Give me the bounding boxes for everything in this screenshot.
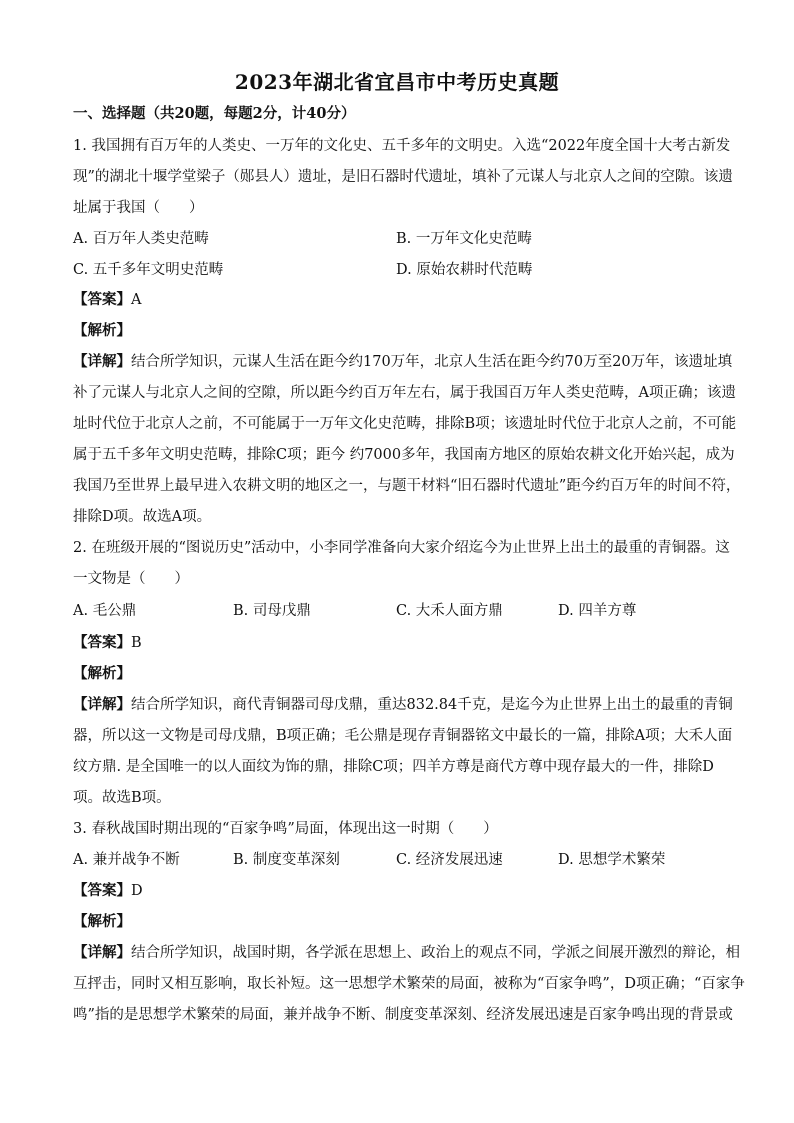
q1-answer bbox=[73, 290, 723, 310]
q2-option-c: C. 大禾人面方鼎 bbox=[396, 603, 503, 619]
q1-analysis-tag: 【解析】 bbox=[73, 322, 131, 339]
q1-option-a: A. 百万年人类史范畴 bbox=[73, 231, 209, 247]
q3-option-a: A. 兼并战争不断 bbox=[73, 852, 180, 868]
q2-answer bbox=[73, 633, 723, 653]
q3-option-d: D. 思想学术繁荣 bbox=[558, 852, 666, 868]
q2-stem-line: 一文物是（ ） bbox=[73, 571, 189, 587]
detail-tag: 【详解】 bbox=[73, 696, 131, 713]
q3-detail-line: 鸣”指的是思想学术繁荣的局面，兼并战争不断、制度变革深刻、经济发展迅速是百家争鸣出现的背景或 bbox=[73, 1007, 733, 1023]
q3-detail-line: 互抨击，同时又相互影响，取长补短。这一思想学术繁荣的局面，被称为“百家争鸣”，D项正确；“百家争 bbox=[73, 976, 745, 992]
q1-option-b: B. 一万年文化史范畴 bbox=[396, 231, 532, 247]
q1-option-c: C. 五千多年文明史范畴 bbox=[73, 262, 224, 278]
q2-detail-line: 【详解】结合所学知识，商代青铜器司母戊鼎，重达832.84千克，是迄今为止世界上出土的最重的青铜 bbox=[73, 696, 733, 713]
q2-option-b: B. 司母戊鼎 bbox=[233, 603, 311, 619]
q2-stem-line: 2. 在班级开展的“图说历史”活动中，小李同学准备向大家介绍迄今为止世界上出土的最重的青铜器。这 bbox=[73, 540, 730, 556]
q1-option-d: D. 原始农耕时代范畴 bbox=[396, 262, 533, 278]
answer-tag: 【答案】 bbox=[73, 882, 131, 899]
q2-detail-line: 纹方鼎. 是全国唯一的以人面纹为饰的鼎，排除C项；四羊方尊是商代方尊中现存最大的一件，排除D bbox=[73, 759, 714, 775]
q1-detail-line: 补了元谋人与北京人之间的空隙，所以距今约百万年左右，属于我国百万年人类史范畴，A项正确；该遗 bbox=[73, 385, 736, 401]
answer-tag: 【答案】 bbox=[73, 291, 131, 308]
q3-detail-line: 【详解】结合所学知识，战国时期，各学派在思想上、政治上的观点不同，学派之间展开激烈的辩论，相 bbox=[73, 944, 740, 961]
q2-detail-line: 项。故选B项。 bbox=[73, 790, 171, 806]
q1-stem-line: 址属于我国（ ） bbox=[73, 200, 204, 216]
q1-detail-line: 属于五千多年文明史范畴，排除C项；距今 约7000多年，我国南方地区的原始农耕文化开始兴起，成为 bbox=[73, 447, 735, 463]
answer-value: B bbox=[131, 635, 142, 651]
q1-stem-line: 1. 我国拥有百万年的人类史、一万年的文化史、五千多年的文明史。入选“2022年度全国十大考古新发 bbox=[73, 138, 731, 154]
answer-tag: 【答案】 bbox=[73, 634, 131, 651]
page-title: 2023年湖北省宜昌市中考历史真题 bbox=[234, 70, 560, 94]
q3-option-c: C. 经济发展迅速 bbox=[396, 852, 503, 868]
q3-answer bbox=[73, 881, 723, 901]
q2-option-a: A. 毛公鼎 bbox=[73, 603, 137, 619]
q1-stem-line: 现”的湖北十堰学堂梁子（郧县人）遗址，是旧石器时代遗址，填补了元谋人与北京人之间的空隙。该遗 bbox=[73, 169, 733, 185]
answer-value: A bbox=[131, 292, 142, 308]
q3-stem-line: 3. 春秋战国时期出现的“百家争鸣”局面，体现出这一时期（ ） bbox=[73, 821, 498, 837]
q3-option-b: B. 制度变革深刻 bbox=[233, 852, 340, 868]
q3-analysis-tag: 【解析】 bbox=[73, 913, 131, 930]
q1-detail-line: 址时代位于北京人之前，不可能属于一万年文化史范畴，排除B项；该遗址时代位于北京人之前，不可能 bbox=[73, 416, 737, 432]
q2-analysis-tag: 【解析】 bbox=[73, 665, 131, 682]
q1-detail-line: 【详解】结合所学知识，元谋人生活在距今约170万年，北京人生活在距今约70万至20万年，该遗址填 bbox=[73, 353, 733, 370]
q2-detail-line: 器，所以这一文物是司母戊鼎，B项正确；毛公鼎是现存青铜器铭文中最长的一篇，排除A项；大禾人面 bbox=[73, 728, 733, 744]
answer-value: D bbox=[131, 883, 143, 899]
detail-tag: 【详解】 bbox=[73, 353, 131, 370]
q2-option-d: D. 四羊方尊 bbox=[558, 603, 637, 619]
q1-detail-line: 我国乃至世界上最早进入农耕文明的地区之一，与题干材料“旧石器时代遗址”距今约百万年的时间不符， bbox=[73, 478, 741, 494]
section-heading: 一、选择题（共20题，每题2分，计40分） bbox=[73, 105, 356, 122]
q1-detail-line: 排除D项。故选A项。 bbox=[73, 509, 212, 525]
detail-tag: 【详解】 bbox=[73, 944, 131, 961]
